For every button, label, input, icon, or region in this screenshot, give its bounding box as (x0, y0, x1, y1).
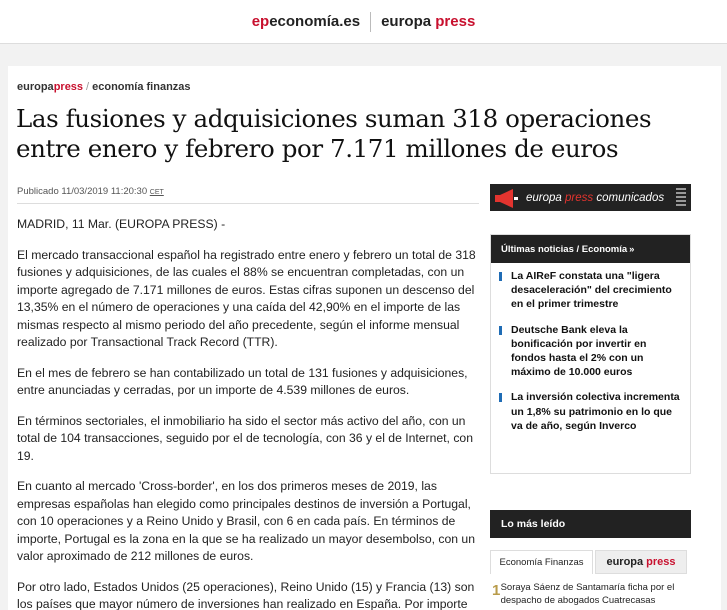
latest-news-item[interactable]: Deutsche Bank eleva la bonificación por invertir en fondos hasta el 2% con un máximo de 10.000 euros (499, 323, 684, 380)
article-paragraph: En cuanto al mercado 'Cross-border', en los dos primeros meses de 2019, las empresas españolas han elegido como principales destinos de inversión a Portugal, con 10 operaciones y a Reino Unido y Brasil, con 6 en cada país. En términos de importe, Portugal es la zona en la que se ha realizado un mayor desembolso, con un valor aproximado de 212 millones de euros. (17, 479, 475, 563)
latest-news-box (490, 234, 691, 474)
article-body (17, 216, 481, 610)
breadcrumb-section-link[interactable]: economía finanzas (92, 81, 191, 93)
most-read-item[interactable] (492, 582, 690, 607)
stripes-decoration (676, 188, 686, 207)
logo-press-part: press (435, 13, 476, 30)
publish-date (17, 186, 164, 197)
article-paragraph: En términos sectoriales, el inmobiliario ha sido el sector más activo del año, con un total de 104 transacciones, seguido por el de tecnología, con 36 y el de Internet, con 19. (17, 413, 473, 463)
most-read-tabs (490, 550, 691, 574)
article-paragraph: En el mes de febrero se han contabilizado un total de 131 fusiones y adquisiciones, entre anunciadas y cerradas, por un importe de 4.539 millones de euros. (17, 365, 468, 397)
logo-europa-part: europa (381, 13, 432, 30)
article-title: Las fusiones y adquisiciones suman 318 operaciones entre enero y febrero por 7.171 millones de euros (16, 104, 652, 163)
comunicados-label (526, 192, 664, 204)
comunicados-europa: europa (526, 191, 562, 204)
logo-economia-part: economía.es (269, 13, 361, 30)
date-divider (17, 203, 479, 204)
tab-economia-finanzas[interactable]: Economía Finanzas (490, 550, 593, 574)
breadcrumb-europa: europa (17, 81, 54, 93)
latest-news-title: Últimas noticias / Economía (501, 243, 628, 255)
tab-europa-press[interactable] (595, 550, 687, 574)
comunicados-press: press (565, 191, 594, 204)
breadcrumb-separator: / (86, 81, 90, 93)
latest-news-header-link[interactable] (491, 235, 690, 263)
latest-news-list (491, 263, 690, 433)
publish-date-text: Publicado 11/03/2019 11:20:30 (17, 186, 148, 197)
most-read-header: Lo más leído (490, 510, 691, 538)
article-paragraph: Por otro lado, Estados Unidos (25 operaciones), Reino Unido (15) y Francia (13) son los países que mayor número de inversiones han realizado en España. Por importe (17, 579, 475, 610)
article-paragraph: El mercado transaccional español ha registrado entre enero y febrero un total de 318 fusiones y adquisiciones, de las cuales el 88% se encuentran completadas, con un importe agregado de 7.171 millones de euros. Estas cifras suponen un descenso del 13,35% en el número de operaciones y una caída del 42,90% en el importe de las mismas respecto al mismo periodo del año precedente, según el informe mensual realizado por Transactional Track Record (TTR). (17, 247, 476, 349)
megaphone-icon (494, 187, 520, 209)
logo-ep-part: ep (251, 13, 270, 30)
comunicados-banner[interactable] (490, 184, 691, 211)
header-divider (370, 12, 371, 32)
comunicados-word: comunicados (596, 191, 665, 204)
tab-press-label: press (646, 556, 676, 568)
main-content (8, 66, 721, 610)
article-paragraph: MADRID, 11 Mar. (EUROPA PRESS) - (17, 217, 226, 231)
breadcrumb-europapress-link[interactable] (17, 81, 83, 93)
latest-news-item[interactable]: La inversión colectiva incrementa un 1,8% su patrimonio en lo que va de año, según Inverco (499, 390, 684, 433)
europapress-logo-link[interactable] (381, 13, 475, 30)
site-header (0, 0, 727, 44)
most-read-text: Soraya Sáenz de Santamaría ficha por el despacho de abogados Cuatrecasas (500, 582, 675, 606)
double-chevron-right-icon: » (629, 243, 635, 255)
epeconomia-logo-link[interactable] (252, 13, 360, 30)
latest-news-item[interactable]: La AIReF constata una "ligera desaceleración" del crecimiento en el primer trimestre (499, 269, 684, 312)
most-read-rank: 1 (492, 582, 501, 599)
tab-europa-label: europa (606, 556, 644, 568)
timezone-label: CET (149, 189, 164, 196)
breadcrumb (17, 81, 191, 93)
breadcrumb-press: press (53, 81, 84, 93)
